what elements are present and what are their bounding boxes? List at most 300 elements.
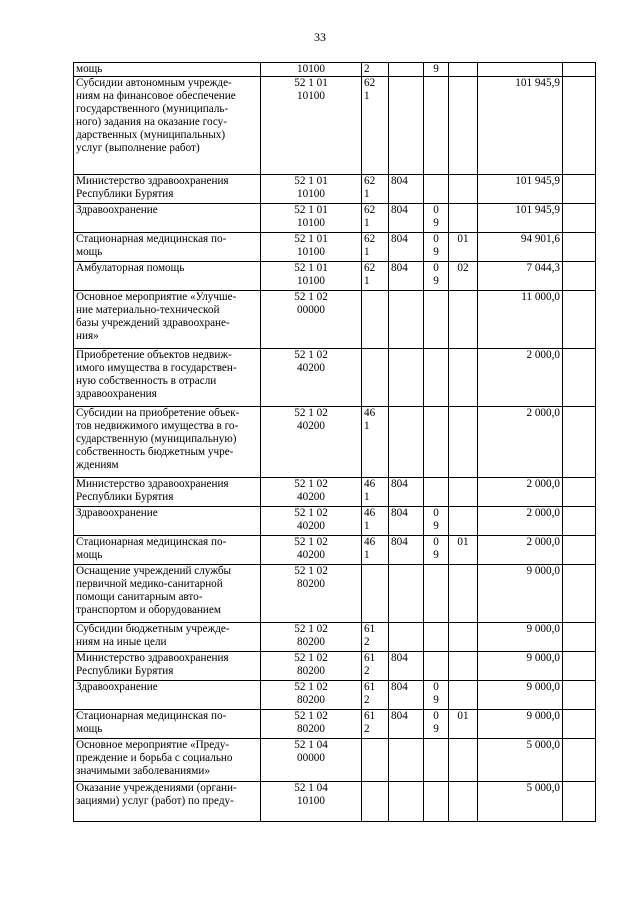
amount-cell: 101 945,9 xyxy=(478,175,563,204)
section-code-cell xyxy=(424,233,449,262)
expense-type-code-line: 61 xyxy=(364,710,376,722)
subsection-code-cell xyxy=(449,565,478,623)
subsection-code-line: 01 xyxy=(457,233,469,245)
target-article-code-line: 40200 xyxy=(297,362,325,374)
table-row xyxy=(74,233,596,262)
item-name-line: базы учреждений здравоохране- xyxy=(76,317,230,329)
expense-type-code-line: 61 xyxy=(364,681,376,693)
item-name-line: Стационарная медицинская по- xyxy=(76,233,227,245)
target-article-code-line: 52 1 01 xyxy=(294,204,328,216)
item-name-line: ниям на иные цели xyxy=(76,636,167,648)
section-code-cell xyxy=(424,262,449,291)
expense-type-code-cell xyxy=(362,652,389,681)
amount-cell: 9 000,0 xyxy=(478,623,563,652)
section-code-line: 0 xyxy=(433,233,439,245)
empty-cell xyxy=(563,652,596,681)
empty-cell xyxy=(563,77,596,175)
expense-type-code-line: 1 xyxy=(364,420,370,432)
target-article-code-line: 52 1 01 xyxy=(294,262,328,274)
section-code-line: 9 xyxy=(433,520,439,532)
item-name-cell xyxy=(74,262,261,291)
section-code-cell xyxy=(424,77,449,175)
expense-type-code-cell xyxy=(362,262,389,291)
target-article-code-line: 80200 xyxy=(297,636,325,648)
empty-cell xyxy=(563,63,596,77)
item-name-line: преждение и борьба с социально xyxy=(76,752,233,764)
expense-type-code-line: 46 xyxy=(364,407,376,419)
target-article-code-line: 10100 xyxy=(297,275,325,287)
table-row xyxy=(74,652,596,681)
target-article-code-line: 52 1 01 xyxy=(294,233,328,245)
item-name-line: Здравоохранение xyxy=(76,204,158,216)
subsection-code-cell xyxy=(449,407,478,478)
item-name-cell xyxy=(74,175,261,204)
target-article-code-line: 52 1 02 xyxy=(294,291,328,303)
ministry-code-cell xyxy=(389,262,424,291)
item-name-line: Министерство здравоохранения xyxy=(76,652,229,664)
target-article-code-line: 52 1 02 xyxy=(294,536,328,548)
section-code-cell xyxy=(424,536,449,565)
target-article-code-line: 40200 xyxy=(297,420,325,432)
target-article-code-line: 52 1 01 xyxy=(294,77,328,89)
ministry-code-cell xyxy=(389,681,424,710)
ministry-code-cell xyxy=(389,623,424,652)
amount-cell: 9 000,0 xyxy=(478,652,563,681)
expense-type-code-cell xyxy=(362,565,389,623)
section-code-line: 0 xyxy=(433,710,439,722)
expense-type-code-line: 62 xyxy=(364,204,376,216)
item-name-line: государственного (муниципаль- xyxy=(76,103,229,115)
target-article-code-line: 80200 xyxy=(297,723,325,735)
item-name-cell xyxy=(74,782,261,822)
ministry-code-cell xyxy=(389,782,424,822)
item-name-line: имого имущества в государствен- xyxy=(76,362,237,374)
section-code-line: 9 xyxy=(433,275,439,287)
target-article-code-line: 10100 xyxy=(297,217,325,229)
expense-type-code-line: 62 xyxy=(364,175,376,187)
ministry-code-cell xyxy=(389,478,424,507)
ministry-code-cell xyxy=(389,204,424,233)
ministry-code-line: 804 xyxy=(391,478,408,490)
item-name-line: Министерство здравоохранения xyxy=(76,175,229,187)
subsection-code-cell xyxy=(449,77,478,175)
section-code-line: 0 xyxy=(433,507,439,519)
table-row xyxy=(74,204,596,233)
subsection-code-cell xyxy=(449,652,478,681)
item-name-line: транспортом и оборудованием xyxy=(76,604,221,616)
expense-type-code-line: 61 xyxy=(364,623,376,635)
target-article-code-line: 52 1 02 xyxy=(294,349,328,361)
target-article-code-line: 80200 xyxy=(297,578,325,590)
ministry-code-cell xyxy=(389,536,424,565)
budget-table xyxy=(73,62,596,822)
subsection-code-cell xyxy=(449,63,478,77)
item-name-line: мощь xyxy=(76,723,103,735)
ministry-code-line: 804 xyxy=(391,175,408,187)
subsection-code-cell xyxy=(449,262,478,291)
item-name-line: Оказание учреждениями (органи- xyxy=(76,782,237,794)
item-name-cell xyxy=(74,77,261,175)
ministry-code-line: 804 xyxy=(391,507,408,519)
expense-type-code-line: 62 xyxy=(364,233,376,245)
item-name-line: Республики Бурятия xyxy=(76,665,174,677)
subsection-code-cell xyxy=(449,204,478,233)
subsection-code-cell xyxy=(449,349,478,407)
amount-cell xyxy=(478,63,563,77)
table-row xyxy=(74,291,596,349)
expense-type-code-cell xyxy=(362,623,389,652)
expense-type-code-cell xyxy=(362,63,389,77)
subsection-code-cell xyxy=(449,710,478,739)
target-article-code-line: 10100 xyxy=(297,63,325,75)
item-name-line: мощь xyxy=(76,246,103,258)
empty-cell xyxy=(563,233,596,262)
expense-type-code-line: 46 xyxy=(364,478,376,490)
amount-cell: 2 000,0 xyxy=(478,478,563,507)
expense-type-code-line: 1 xyxy=(364,246,370,258)
table-row xyxy=(74,565,596,623)
ministry-code-cell xyxy=(389,739,424,782)
item-name-cell xyxy=(74,681,261,710)
target-article-code-cell xyxy=(261,349,362,407)
section-code-cell xyxy=(424,204,449,233)
target-article-code-line: 52 1 04 xyxy=(294,782,328,794)
target-article-code-cell xyxy=(261,507,362,536)
item-name-line: Здравоохранение xyxy=(76,681,158,693)
ministry-code-cell xyxy=(389,175,424,204)
expense-type-code-line: 2 xyxy=(364,665,370,677)
empty-cell xyxy=(563,681,596,710)
expense-type-code-line: 1 xyxy=(364,491,370,503)
target-article-code-cell xyxy=(261,565,362,623)
target-article-code-line: 10100 xyxy=(297,795,325,807)
section-code-line: 9 xyxy=(433,63,439,75)
section-code-cell xyxy=(424,407,449,478)
target-article-code-line: 40200 xyxy=(297,520,325,532)
item-name-line: зациями) услуг (работ) по преду- xyxy=(76,795,234,807)
item-name-line: ниям на финансовое обеспечение xyxy=(76,90,236,102)
empty-cell xyxy=(563,262,596,291)
item-name-cell xyxy=(74,507,261,536)
target-article-code-line: 52 1 02 xyxy=(294,478,328,490)
amount-cell: 9 000,0 xyxy=(478,565,563,623)
item-name-line: Субсидии автономным учрежде- xyxy=(76,77,232,89)
subsection-code-cell xyxy=(449,681,478,710)
page-number: 33 xyxy=(314,30,326,44)
item-name-line: мощь xyxy=(76,549,103,561)
ministry-code-cell xyxy=(389,407,424,478)
table-row xyxy=(74,681,596,710)
item-name-cell xyxy=(74,349,261,407)
expense-type-code-line: 62 xyxy=(364,77,376,89)
item-name-line: значимыми заболеваниями» xyxy=(76,765,210,777)
expense-type-code-line: 1 xyxy=(364,549,370,561)
table-row xyxy=(74,63,596,77)
item-name-line: услуг (выполнение работ) xyxy=(76,142,200,154)
section-code-cell xyxy=(424,623,449,652)
target-article-code-line: 40200 xyxy=(297,549,325,561)
target-article-code-cell xyxy=(261,262,362,291)
subsection-code-cell xyxy=(449,782,478,822)
item-name-cell xyxy=(74,291,261,349)
item-name-cell xyxy=(74,478,261,507)
section-code-cell xyxy=(424,652,449,681)
expense-type-code-cell xyxy=(362,782,389,822)
expense-type-code-line: 1 xyxy=(364,188,370,200)
table-row xyxy=(74,782,596,822)
expense-type-code-line: 1 xyxy=(364,217,370,229)
subsection-code-cell xyxy=(449,536,478,565)
target-article-code-cell xyxy=(261,623,362,652)
target-article-code-line: 10100 xyxy=(297,90,325,102)
amount-cell: 11 000,0 xyxy=(478,291,563,349)
target-article-code-cell xyxy=(261,77,362,175)
subsection-code-cell xyxy=(449,739,478,782)
item-name-line: Стационарная медицинская по- xyxy=(76,710,227,722)
item-name-line: собственность бюджетным учре- xyxy=(76,446,234,458)
item-name-line: сударственную (муниципальную) xyxy=(76,433,237,445)
section-code-line: 9 xyxy=(433,723,439,735)
ministry-code-cell xyxy=(389,77,424,175)
empty-cell xyxy=(563,739,596,782)
expense-type-code-line: 46 xyxy=(364,507,376,519)
amount-cell: 5 000,0 xyxy=(478,782,563,822)
amount-cell: 9 000,0 xyxy=(478,681,563,710)
item-name-line: ждениям xyxy=(76,459,119,471)
empty-cell xyxy=(563,407,596,478)
expense-type-code-line: 1 xyxy=(364,275,370,287)
target-article-code-cell xyxy=(261,407,362,478)
expense-type-code-line: 61 xyxy=(364,652,376,664)
target-article-code-line: 52 1 02 xyxy=(294,407,328,419)
empty-cell xyxy=(563,710,596,739)
subsection-code-line: 01 xyxy=(457,536,469,548)
amount-cell: 7 044,3 xyxy=(478,262,563,291)
section-code-cell xyxy=(424,782,449,822)
expense-type-code-line: 1 xyxy=(364,520,370,532)
amount-cell: 94 901,6 xyxy=(478,233,563,262)
ministry-code-cell xyxy=(389,565,424,623)
ministry-code-line: 804 xyxy=(391,262,408,274)
ministry-code-line: 804 xyxy=(391,652,408,664)
target-article-code-cell xyxy=(261,204,362,233)
empty-cell xyxy=(563,175,596,204)
subsection-code-line: 02 xyxy=(457,262,469,274)
table-row xyxy=(74,536,596,565)
expense-type-code-cell xyxy=(362,77,389,175)
target-article-code-line: 52 1 02 xyxy=(294,681,328,693)
subsection-code-cell xyxy=(449,623,478,652)
target-article-code-line: 00000 xyxy=(297,752,325,764)
item-name-line: Основное мероприятие «Преду- xyxy=(76,739,230,751)
subsection-code-line: 01 xyxy=(457,710,469,722)
target-article-code-cell xyxy=(261,175,362,204)
table-row xyxy=(74,507,596,536)
item-name-cell xyxy=(74,233,261,262)
target-article-code-cell xyxy=(261,536,362,565)
target-article-code-cell xyxy=(261,291,362,349)
section-code-line: 9 xyxy=(433,694,439,706)
item-name-line: Субсидии на приобретение объек- xyxy=(76,407,240,419)
item-name-line: Амбулаторная помощь xyxy=(76,262,185,274)
item-name-cell xyxy=(74,204,261,233)
target-article-code-line: 80200 xyxy=(297,665,325,677)
ministry-code-line: 804 xyxy=(391,536,408,548)
item-name-cell xyxy=(74,623,261,652)
table-row xyxy=(74,349,596,407)
ministry-code-line: 804 xyxy=(391,710,408,722)
amount-cell: 9 000,0 xyxy=(478,710,563,739)
subsection-code-cell xyxy=(449,175,478,204)
target-article-code-cell xyxy=(261,652,362,681)
expense-type-code-cell xyxy=(362,204,389,233)
item-name-line: первичной медико-санитарной xyxy=(76,578,223,590)
expense-type-code-cell xyxy=(362,536,389,565)
empty-cell xyxy=(563,204,596,233)
ministry-code-line: 804 xyxy=(391,681,408,693)
target-article-code-line: 10100 xyxy=(297,246,325,258)
section-code-cell xyxy=(424,349,449,407)
ministry-code-cell xyxy=(389,233,424,262)
section-code-line: 0 xyxy=(433,536,439,548)
amount-cell: 101 945,9 xyxy=(478,204,563,233)
item-name-line: Оснащение учреждений службы xyxy=(76,565,232,577)
amount-cell: 2 000,0 xyxy=(478,507,563,536)
item-name-cell xyxy=(74,63,261,77)
item-name-line: тов недвижимого имущества в го- xyxy=(76,420,239,432)
item-name-line: ния» xyxy=(76,330,99,342)
expense-type-code-cell xyxy=(362,407,389,478)
section-code-line: 0 xyxy=(433,681,439,693)
target-article-code-line: 52 1 02 xyxy=(294,565,328,577)
target-article-code-line: 52 1 04 xyxy=(294,739,328,751)
target-article-code-line: 52 1 02 xyxy=(294,623,328,635)
amount-cell: 101 945,9 xyxy=(478,77,563,175)
amount-cell: 2 000,0 xyxy=(478,407,563,478)
expense-type-code-cell xyxy=(362,739,389,782)
expense-type-code-line: 1 xyxy=(364,90,370,102)
expense-type-code-line: 2 xyxy=(364,636,370,648)
expense-type-code-line: 62 xyxy=(364,262,376,274)
item-name-cell xyxy=(74,407,261,478)
ministry-code-cell xyxy=(389,710,424,739)
section-code-cell xyxy=(424,63,449,77)
target-article-code-line: 10100 xyxy=(297,188,325,200)
amount-cell: 2 000,0 xyxy=(478,536,563,565)
empty-cell xyxy=(563,536,596,565)
target-article-code-cell xyxy=(261,782,362,822)
item-name-line: здравоохранения xyxy=(76,388,157,400)
expense-type-code-cell xyxy=(362,233,389,262)
item-name-line: мощь xyxy=(76,63,103,75)
empty-cell xyxy=(563,349,596,407)
amount-cell: 2 000,0 xyxy=(478,349,563,407)
empty-cell xyxy=(563,291,596,349)
expense-type-code-cell xyxy=(362,507,389,536)
section-code-cell xyxy=(424,681,449,710)
table-row xyxy=(74,262,596,291)
section-code-cell xyxy=(424,478,449,507)
ministry-code-line: 804 xyxy=(391,233,408,245)
item-name-cell xyxy=(74,739,261,782)
expense-type-code-cell xyxy=(362,681,389,710)
budget-table-body xyxy=(74,63,596,822)
table-row xyxy=(74,407,596,478)
expense-type-code-line: 46 xyxy=(364,536,376,548)
item-name-line: ную собственность в отрасли xyxy=(76,375,217,387)
item-name-line: Республики Бурятия xyxy=(76,188,174,200)
expense-type-code-cell xyxy=(362,478,389,507)
target-article-code-line: 80200 xyxy=(297,694,325,706)
target-article-code-line: 52 1 02 xyxy=(294,710,328,722)
item-name-line: Приобретение объектов недвиж- xyxy=(76,349,232,361)
expense-type-code-cell xyxy=(362,349,389,407)
subsection-code-cell xyxy=(449,291,478,349)
table-row xyxy=(74,739,596,782)
ministry-code-cell xyxy=(389,652,424,681)
section-code-cell xyxy=(424,291,449,349)
table-row xyxy=(74,710,596,739)
empty-cell xyxy=(563,507,596,536)
section-code-cell xyxy=(424,739,449,782)
expense-type-code-cell xyxy=(362,291,389,349)
item-name-line: Здравоохранение xyxy=(76,507,158,519)
empty-cell xyxy=(563,565,596,623)
empty-cell xyxy=(563,623,596,652)
expense-type-code-line: 2 xyxy=(364,694,370,706)
item-name-line: Стационарная медицинская по- xyxy=(76,536,227,548)
ministry-code-cell xyxy=(389,507,424,536)
subsection-code-cell xyxy=(449,478,478,507)
target-article-code-cell xyxy=(261,710,362,739)
target-article-code-line: 40200 xyxy=(297,491,325,503)
empty-cell xyxy=(563,782,596,822)
subsection-code-cell xyxy=(449,233,478,262)
section-code-line: 0 xyxy=(433,204,439,216)
target-article-code-cell xyxy=(261,233,362,262)
item-name-line: Субсидии бюджетным учрежде- xyxy=(76,623,230,635)
section-code-line: 9 xyxy=(433,217,439,229)
expense-type-code-cell xyxy=(362,710,389,739)
item-name-cell xyxy=(74,565,261,623)
target-article-code-cell xyxy=(261,739,362,782)
ministry-code-cell xyxy=(389,349,424,407)
table-row xyxy=(74,623,596,652)
item-name-line: Республики Бурятия xyxy=(76,491,174,503)
section-code-cell xyxy=(424,175,449,204)
item-name-line: дарственных (муниципальных) xyxy=(76,129,226,141)
section-code-line: 9 xyxy=(433,246,439,258)
item-name-line: помощи санитарным авто- xyxy=(76,591,203,603)
item-name-line: Основное мероприятие «Улучше- xyxy=(76,291,237,303)
ministry-code-cell xyxy=(389,63,424,77)
section-code-cell xyxy=(424,565,449,623)
section-code-cell xyxy=(424,507,449,536)
item-name-cell xyxy=(74,652,261,681)
item-name-line: ного) задания на оказание госу- xyxy=(76,116,227,128)
expense-type-code-line: 2 xyxy=(364,723,370,735)
item-name-cell xyxy=(74,710,261,739)
target-article-code-line: 52 1 02 xyxy=(294,507,328,519)
target-article-code-line: 52 1 01 xyxy=(294,175,328,187)
item-name-line: Министерство здравоохранения xyxy=(76,478,229,490)
target-article-code-cell xyxy=(261,681,362,710)
ministry-code-line: 804 xyxy=(391,204,408,216)
empty-cell xyxy=(563,478,596,507)
target-article-code-line: 00000 xyxy=(297,304,325,316)
table-row xyxy=(74,175,596,204)
table-row xyxy=(74,77,596,175)
